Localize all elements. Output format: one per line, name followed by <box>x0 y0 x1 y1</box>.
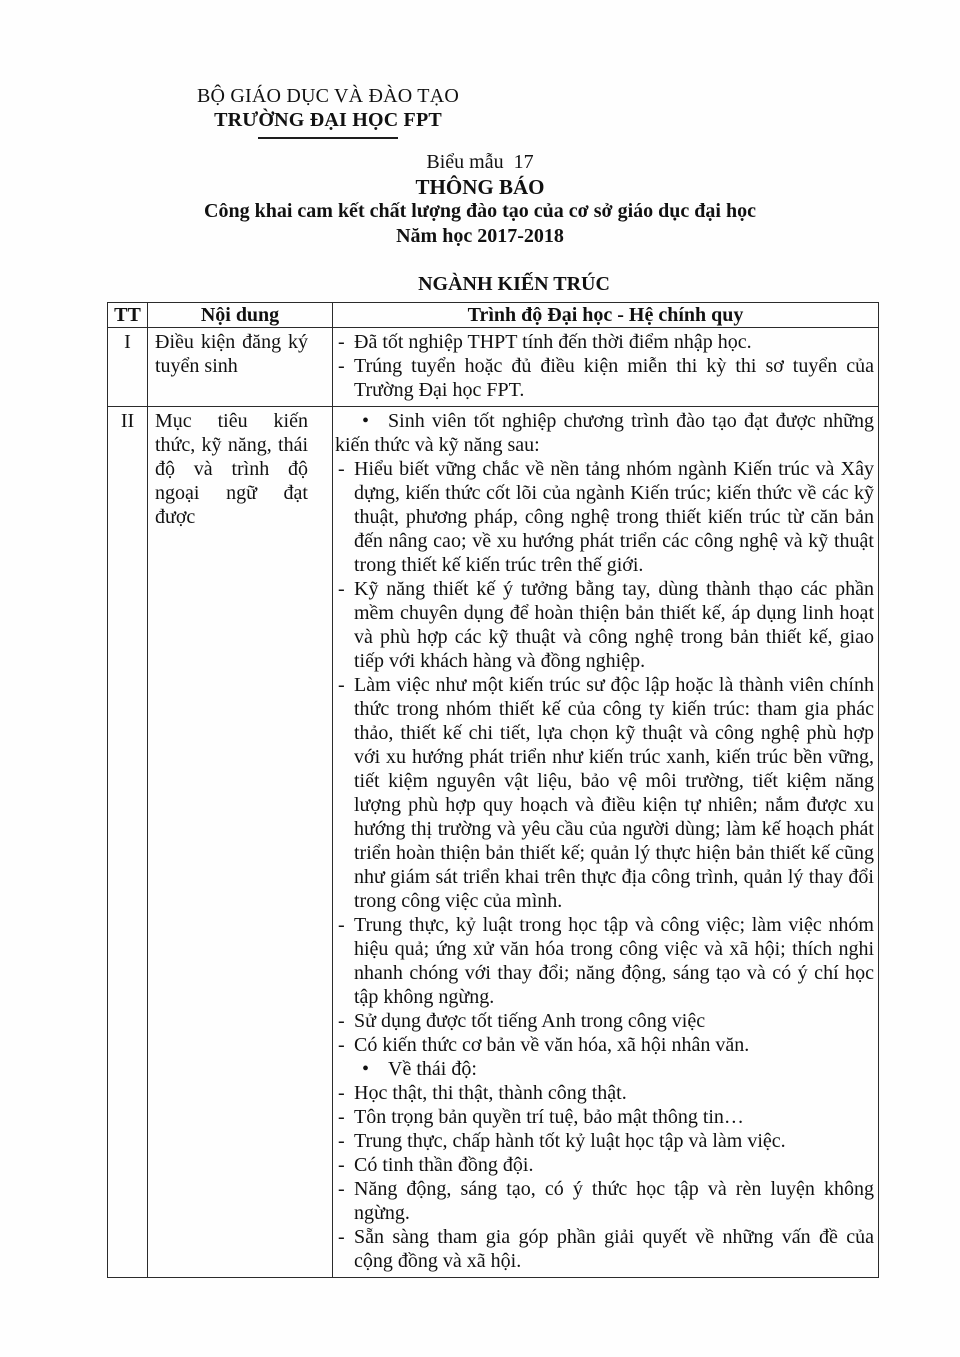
item-text: Kỹ năng thiết kế ý tưởng bằng tay, dùng thành thạo các phần mềm chuyên dụng để hoàn thiện bản thiết kế, áp dụng linh hoạt và phù hợp các kỹ thuật và công nghệ trong bản thiết kế, giao tiếp với khách hàng và đồng nghiệp. <box>354 578 874 672</box>
row-number: II <box>108 407 148 1278</box>
item-text: Sẵn sàng tham gia góp phần giải quyết về những vấn đề của cộng đồng và xã hội. <box>354 1226 874 1272</box>
item-text: Trung thực, chấp hành tốt kỷ luật học tập và làm việc. <box>354 1130 786 1152</box>
dash-marker-icon: - <box>338 914 345 936</box>
dash-marker-icon: - <box>338 1130 345 1152</box>
dash-list-item <box>335 1225 874 1273</box>
col-header-tt: TT <box>108 303 148 328</box>
dash-list-item <box>335 577 874 673</box>
col-header-trinh-do: Trình độ Đại học - Hệ chính quy <box>333 303 879 328</box>
item-text: Tôn trọng bản quyền trí tuệ, bảo mật thông tin… <box>354 1106 744 1128</box>
dash-marker-icon: - <box>338 1226 345 1248</box>
dash-marker-icon: - <box>338 458 345 480</box>
item-text: Có kiến thức cơ bản về văn hóa, xã hội nhân văn. <box>354 1034 750 1056</box>
dash-list-item <box>335 913 874 1009</box>
row-topic-text: Điều kiện đăng ký tuyển sinh <box>155 331 308 377</box>
dash-marker-icon: - <box>338 331 345 353</box>
header-divider <box>258 137 398 139</box>
row-content-cell <box>333 407 879 1278</box>
row-topic-text: Mục tiêu kiến thức, kỹ năng, thái độ và trình độ ngoại ngữ đạt được <box>155 410 308 528</box>
item-text: Về thái độ: <box>388 1058 477 1080</box>
item-text: Học thật, thi thật, thành công thật. <box>354 1082 627 1104</box>
dash-marker-icon: - <box>338 1034 345 1056</box>
bullet-list-item <box>335 1057 874 1081</box>
school-name: TRƯỜNG ĐẠI HỌC FPT <box>214 109 442 131</box>
dash-list-item <box>335 1153 874 1177</box>
doc-year: Năm học 2017-2018 <box>396 224 564 247</box>
col-header-noi-dung: Nội dung <box>148 303 333 328</box>
item-text: Năng động, sáng tạo, có ý thức học tập và rèn luyện không ngừng. <box>354 1178 874 1224</box>
major-title: NGÀNH KIẾN TRÚC <box>418 273 610 295</box>
item-text: Sinh viên tốt nghiệp chương trình đào tạo đạt được những kiến thức và kỹ năng sau: <box>335 410 874 456</box>
dash-marker-icon: - <box>338 1106 345 1128</box>
org-header <box>158 84 498 139</box>
bullet-list-item <box>335 409 874 457</box>
item-text: Trung thực, kỷ luật trong học tập và công việc; làm việc nhóm hiệu quả; ứng xử văn hóa trong công việc và xã hội; thích nghi nhanh chóng với thay đổi; năng động, sáng tạo và có ý chí học tập không ngừng. <box>354 914 874 1008</box>
item-text: Sử dụng được tốt tiếng Anh trong công việc <box>354 1010 706 1032</box>
row-topic-cell <box>148 328 333 407</box>
doc-title: THÔNG BÁO <box>415 174 545 199</box>
dash-list-item <box>335 1177 874 1225</box>
row-number: I <box>108 328 148 407</box>
item-text: Có tinh thần đồng đội. <box>354 1154 534 1176</box>
item-text: Hiểu biết vững chắc về nền tảng nhóm ngành Kiến trúc và Xây dựng, kiến thức cốt lõi của ngành Kiến trúc; kiến thức về các kỹ thuật, phương pháp, công nghệ trong thiết kiến trúc từ căn bản đến nâng cao; về xu hướng phát triển các công nghệ và kỹ thuật trong thiết kế kiến trúc trên thế giới. <box>354 458 874 576</box>
table-header-row <box>108 303 879 328</box>
bullet-marker-icon: • <box>362 1058 370 1080</box>
dash-list-item <box>335 1105 874 1129</box>
ministry-name: BỘ GIÁO DỤC VÀ ĐÀO TẠO <box>197 85 459 107</box>
dash-marker-icon: - <box>338 578 345 600</box>
dash-marker-icon: - <box>338 355 345 377</box>
title-block <box>8 150 952 248</box>
dash-list-item <box>335 330 874 354</box>
row-topic-cell <box>148 407 333 1278</box>
table-row-objectives <box>108 407 879 1278</box>
item-text: Trúng tuyển hoặc đủ điều kiện miễn thi kỳ thi sơ tuyển của Trường Đại học FPT. <box>354 355 874 401</box>
dash-list-item <box>335 673 874 913</box>
dash-list-item <box>335 1033 874 1057</box>
dash-list-item <box>335 1009 874 1033</box>
dash-marker-icon: - <box>338 1178 345 1200</box>
dash-marker-icon: - <box>338 1082 345 1104</box>
row-content-list <box>335 409 874 1273</box>
form-number: Biểu mẫu 17 <box>426 151 534 173</box>
table-row-admission <box>108 328 879 407</box>
row-content-list <box>335 330 874 402</box>
dash-list-item <box>335 354 874 402</box>
dash-list-item <box>335 1129 874 1153</box>
row-content-cell <box>333 328 879 407</box>
dash-list-item <box>335 457 874 577</box>
item-text: Đã tốt nghiệp THPT tính đến thời điểm nhập học. <box>354 331 752 353</box>
dash-marker-icon: - <box>338 1010 345 1032</box>
commitment-table <box>107 302 879 1278</box>
dash-marker-icon: - <box>338 674 345 696</box>
dash-marker-icon: - <box>338 1154 345 1176</box>
dash-list-item <box>335 1081 874 1105</box>
item-text: Làm việc như một kiến trúc sư độc lập hoặc là thành viên chính thức trong nhóm thiết kế của công ty kiến trúc: tham gia phác thảo, thiết kế chi tiết, lựa chọn kỹ thuật và công nghệ phù hợp với xu hướng phát triển như kiến trúc xanh, kiến trúc bền vững, tiết kiệm nguyên vật liệu, bảo vệ môi trường, tiết kiệm năng lượng phù hợp quy hoạch và điều kiện tự nhiên; nắm được xu hướng thị trường và yêu cầu của người dùng; làm kế hoạch phát triển hoàn thiện bản thiết kế; quản lý thực hiện bản thiết kế cũng như giám sát triển khai trên thực địa công trình, quản lý thay đổi trong công việc của mình. <box>354 674 874 912</box>
doc-subtitle: Công khai cam kết chất lượng đào tạo của cơ sở giáo dục đại học <box>204 200 756 222</box>
bullet-marker-icon: • <box>362 410 370 432</box>
